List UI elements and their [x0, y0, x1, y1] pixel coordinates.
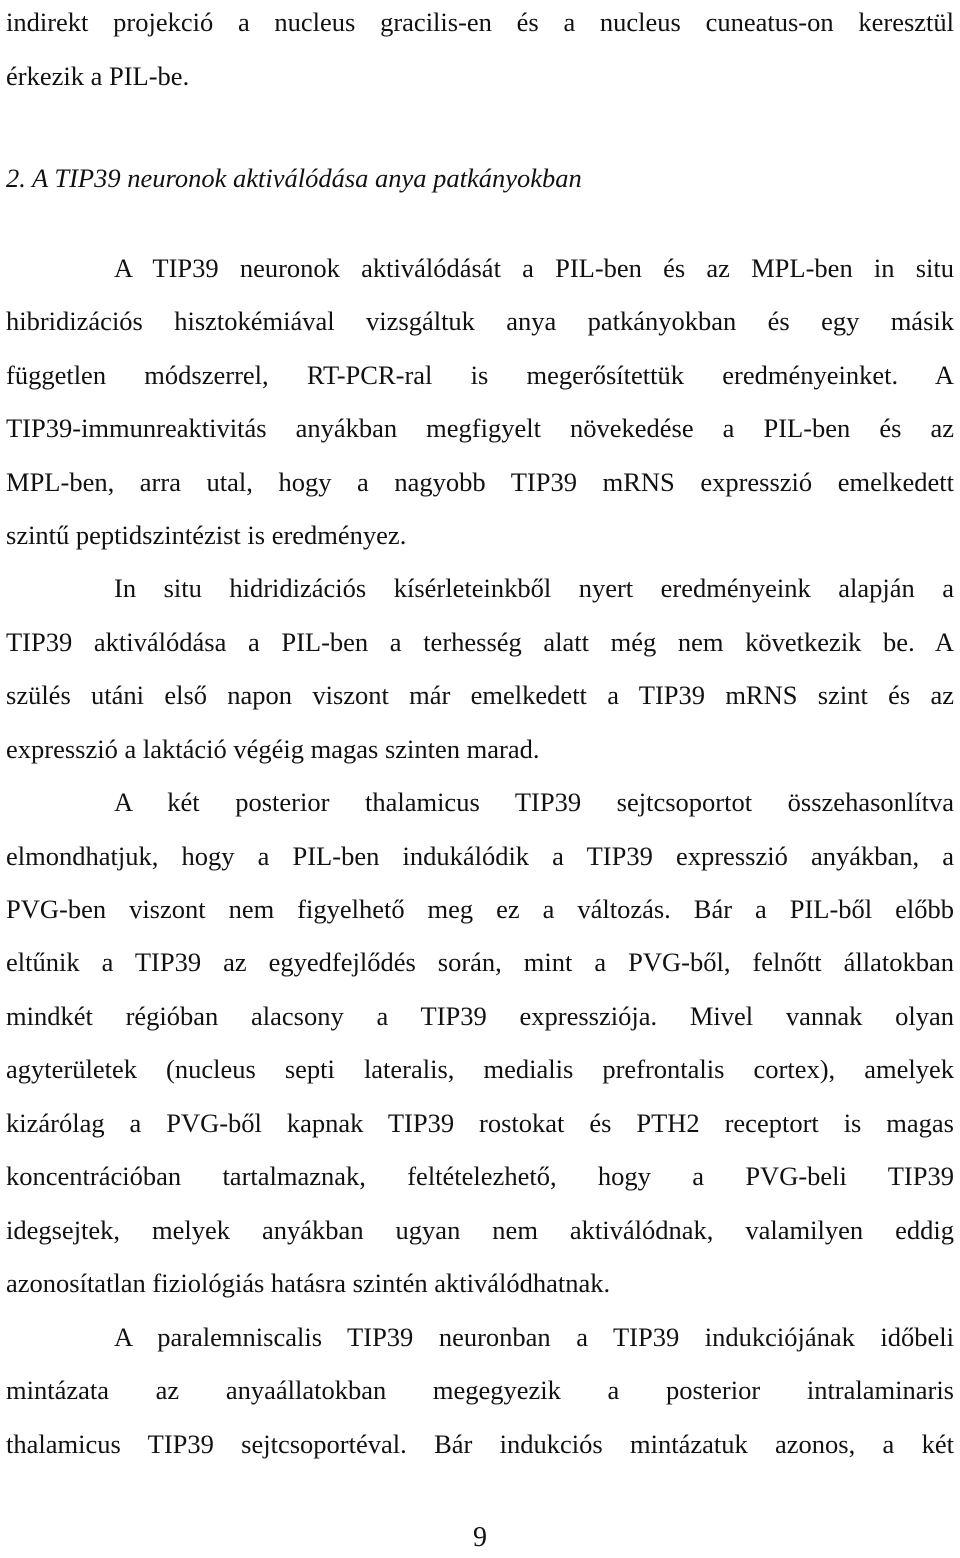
body-text-line: azonosítatlan fiziológiás hatásra szintén aktiválódhatnak. [6, 1268, 611, 1298]
section-heading: 2. A TIP39 neuronok aktiválódása anya patkányokban [6, 163, 582, 193]
body-text-line: In situ hidridizációs kísérleteinkből nyert eredményeink alapján a [114, 573, 954, 603]
body-text-line: A paralemniscalis TIP39 neuronban a TIP39 indukciójának időbeli [114, 1322, 954, 1352]
body-text-line: agyterületek (nucleus septi lateralis, medialis prefrontalis cortex), amelyek [6, 1054, 954, 1084]
body-text-line: koncentrációban tartalmaznak, feltételezhető, hogy a PVG-beli TIP39 [6, 1161, 954, 1191]
body-text-line: thalamicus TIP39 sejtcsoportéval. Bár indukciós mintázatuk azonos, a két [6, 1429, 954, 1459]
body-text-line: eltűnik a TIP39 az egyedfejlődés során, mint a PVG-ből, felnőtt állatokban [6, 947, 954, 977]
body-text-line: érkezik a PIL-be. [6, 61, 190, 91]
body-text-line: MPL-ben, arra utal, hogy a nagyobb TIP39 mRNS expresszió emelkedett [6, 467, 954, 497]
page-number: 9 [473, 1522, 487, 1553]
body-text-line: mindkét régióban alacsony a TIP39 expressziója. Mivel vannak olyan [6, 1001, 954, 1031]
body-text-line: szülés utáni első napon viszont már emelkedett a TIP39 mRNS szint és az [6, 680, 954, 710]
body-text-line: idegsejtek, melyek anyákban ugyan nem aktiválódnak, valamilyen eddig [6, 1215, 954, 1245]
body-text-line: A TIP39 neuronok aktiválódását a PIL-ben és az MPL-ben in situ [114, 253, 954, 283]
body-text-line: független módszerrel, RT-PCR-ral is megerősítettük eredményeinket. A [6, 360, 954, 390]
body-text-line: szintű peptidszintézist is eredményez. [6, 520, 407, 550]
body-text-line: elmondhatjuk, hogy a PIL-ben indukálódik a TIP39 expresszió anyákban, a [6, 841, 954, 871]
body-text-line: hibridizációs hisztokémiával vizsgáltuk anya patkányokban és egy másik [6, 306, 954, 336]
body-text-line: expresszió a laktáció végéig magas szinten marad. [6, 734, 540, 764]
body-text-line: indirekt projekció a nucleus gracilis-en és a nucleus cuneatus-on keresztül [6, 7, 954, 37]
body-text-line: kizárólag a PVG-ből kapnak TIP39 rostokat és PTH2 receptort is magas [6, 1108, 954, 1138]
body-text-line: TIP39-immunreaktivitás anyákban megfigyelt növekedése a PIL-ben és az [6, 413, 954, 443]
body-text-line: TIP39 aktiválódása a PIL-ben a terhesség alatt még nem következik be. A [6, 627, 954, 657]
body-text-line: mintázata az anyaállatokban megegyezik a posterior intralaminaris [6, 1375, 954, 1405]
body-text-line: PVG-ben viszont nem figyelhető meg ez a változás. Bár a PIL-ből előbb [6, 894, 954, 924]
body-text-line: A két posterior thalamicus TIP39 sejtcsoportot összehasonlítva [114, 787, 954, 817]
